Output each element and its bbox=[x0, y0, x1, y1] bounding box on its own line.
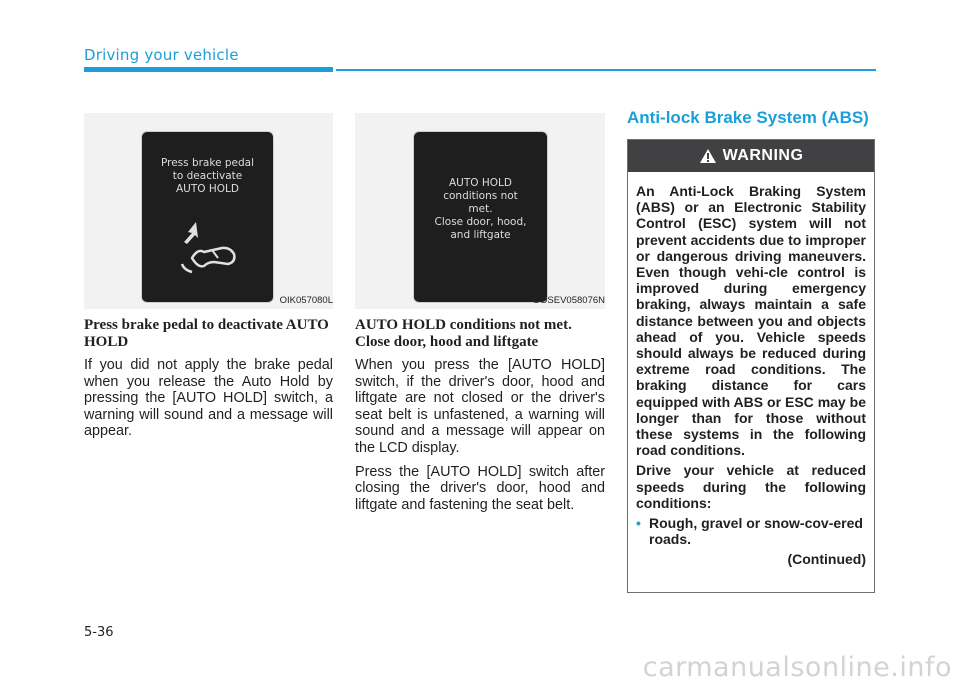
subsection-heading: AUTO HOLD conditions not met. Close door, hood and liftgate bbox=[355, 317, 572, 350]
bullet-icon: • bbox=[636, 515, 641, 532]
warning-triangle-icon bbox=[699, 148, 717, 164]
lcd-display bbox=[142, 132, 273, 302]
body-paragraph: When you press the [AUTO HOLD] switch, if the driver's door, hood and liftgate are not closed or the driver's seat belt is unfastened, a warning will sound and a message will appear on the LCD display. bbox=[355, 357, 605, 456]
body-paragraph: If you did not apply the brake pedal when you release the Auto Hold by pressing the [AUTO HOLD] switch, a warning will sound and a message will appear. bbox=[84, 357, 333, 440]
section-title: Driving your vehicle bbox=[84, 46, 239, 64]
figure-auto-hold-conditions bbox=[355, 113, 605, 309]
figure-code: OIK057080L bbox=[279, 295, 333, 306]
warning-body bbox=[628, 172, 874, 568]
header-rule-thin bbox=[336, 69, 876, 71]
column-auto-hold bbox=[355, 317, 605, 520]
column-brake-pedal bbox=[84, 317, 333, 447]
warning-bullet-item bbox=[636, 515, 866, 547]
figure-brake-pedal-message bbox=[84, 113, 333, 309]
warning-paragraph: Drive your vehicle at reduced speeds during the following conditions: bbox=[636, 462, 866, 511]
page-number: 5-36 bbox=[84, 625, 114, 640]
bullet-text: Rough, gravel or snow-cov-ered roads. bbox=[649, 515, 863, 548]
warning-header bbox=[628, 140, 874, 172]
warning-box bbox=[627, 139, 875, 593]
watermark: carmanualsonline.info bbox=[642, 652, 952, 683]
warning-bullet-list bbox=[636, 515, 866, 547]
figure-code: OOSEV058076N bbox=[532, 295, 605, 306]
body-paragraph: Press the [AUTO HOLD] switch after closing the driver's door, hood and liftgate and fastening the seat belt. bbox=[355, 463, 605, 513]
warning-paragraph: An Anti-Lock Braking System (ABS) or an Electronic Stability Control (ESC) system will not prevent accidents due to improper or dangerous driving maneuvers. Even though vehi-cle control is improved during emergency braking, always maintain a safe distance between you and objects ahead of you. Vehicle speeds should always be reduced during extreme road conditions. The braking distance for cars equipped with ABS or ESC may be longer than for those without these systems in the following road conditions. bbox=[636, 183, 866, 459]
header-rule-thick bbox=[84, 67, 333, 72]
continued-label: (Continued) bbox=[787, 551, 866, 568]
lcd-message: AUTO HOLD conditions not met. Close door, hood, and liftgate bbox=[434, 177, 527, 241]
abs-section-title: Anti-lock Brake System (ABS) bbox=[627, 108, 869, 127]
brake-pedal-icon bbox=[174, 218, 246, 274]
lcd-display bbox=[414, 132, 547, 302]
lcd-message: Press brake pedal to deactivate AUTO HOLD bbox=[160, 157, 255, 195]
warning-label: WARNING bbox=[722, 147, 804, 164]
subsection-heading: Press brake pedal to deactivate AUTO HOLD bbox=[84, 317, 329, 350]
